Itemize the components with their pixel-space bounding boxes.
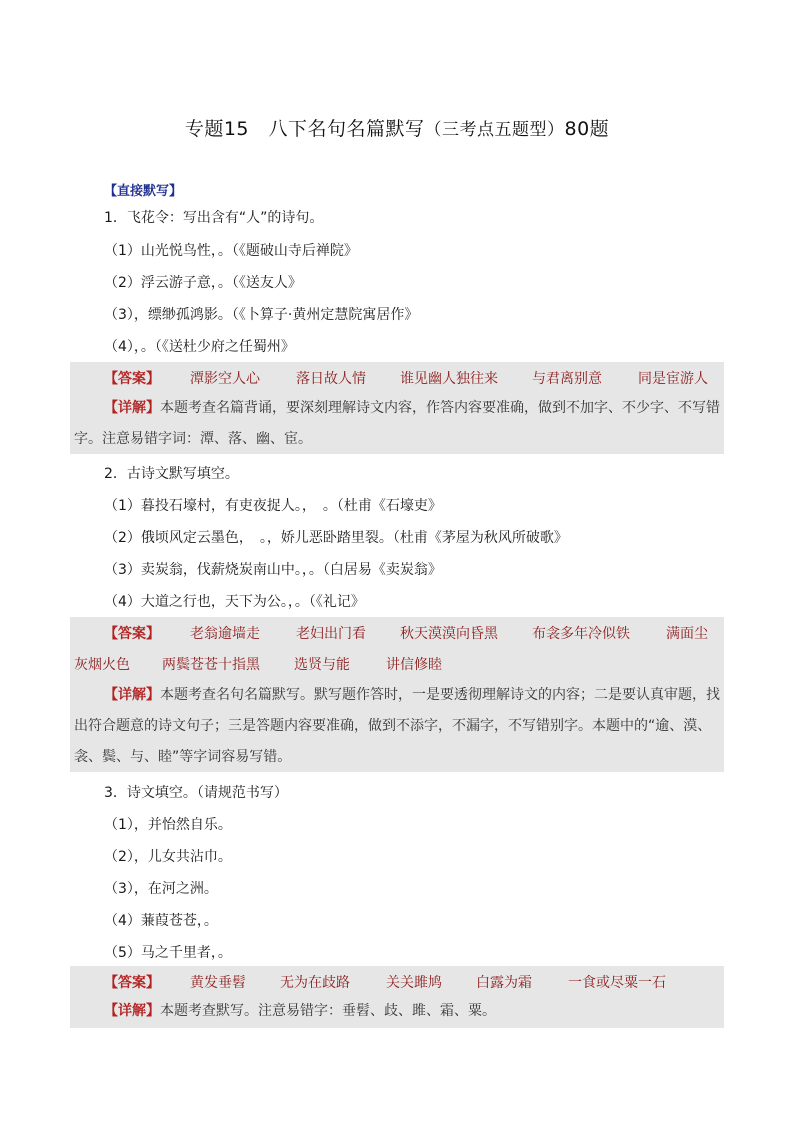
q1-answer-3: 谁见幽人独往来 bbox=[400, 371, 498, 387]
q3-item-2: （2），儿女共沾巾。 bbox=[104, 849, 232, 865]
q2-item-1: （1）暮投石壕村，有吏夜捉人。， 。（杜甫《石壕吏》 bbox=[104, 498, 442, 514]
page-title bbox=[0, 114, 794, 141]
q1-item-2: （2）浮云游子意，。（《送友人》 bbox=[104, 275, 302, 291]
q1-item-1: （1）山光悦鸟性，。（《题破山寺后禅院》 bbox=[104, 243, 358, 259]
title-main: 专题15 八下名句名篇默写 bbox=[184, 118, 425, 140]
q3-stem: 3．诗文填空。（请规范书写） bbox=[104, 785, 288, 801]
q3-answer-row bbox=[104, 972, 666, 992]
q3-answer-2: 无为在歧路 bbox=[280, 975, 350, 991]
q2-answer-row-1 bbox=[104, 623, 708, 643]
answer-tag: 【答案】 bbox=[104, 975, 160, 991]
q3-answer-1: 黄发垂髫 bbox=[190, 975, 246, 991]
q1-detail-text: 本题考查名篇背诵，要深刻理解诗文内容，作答内容要准确，做到不加字、不少字、不写错字。注意易错字词：潭、落、幽、宦。 bbox=[74, 400, 720, 447]
q2-item-3: （3）卖炭翁，伐薪烧炭南山中。，。（白居易《卖炭翁》 bbox=[104, 562, 442, 578]
q3-item-1: （1），并怡然自乐。 bbox=[104, 817, 232, 833]
detail-tag: 【详解】 bbox=[104, 1003, 160, 1019]
q3-answer-4: 白露为霜 bbox=[476, 975, 532, 991]
title-sub: （三考点五题型） bbox=[424, 120, 565, 140]
q3-detail-text: 本题考查默写。注意易错字：垂髫、歧、雎、霜、粟。 bbox=[160, 1003, 496, 1019]
answer-tag: 【答案】 bbox=[104, 371, 160, 387]
q1-item-4: （4），。（《送杜少府之任蜀州》 bbox=[104, 339, 295, 355]
q2-answer-9: 讲信修睦 bbox=[386, 657, 442, 673]
q2-answer-5: 满面尘 bbox=[666, 626, 708, 642]
q1-answer-1: 潭影空人心 bbox=[190, 371, 260, 387]
q2-item-4: （4）大道之行也，天下为公。，。（《礼记》 bbox=[104, 594, 365, 610]
q2-answer-3: 秋天漠漠向昏黑 bbox=[400, 626, 498, 642]
q3-item-4: （4）蒹葭苍苍，。 bbox=[104, 913, 218, 929]
detail-tag: 【详解】 bbox=[104, 400, 160, 416]
q2-answer-8: 选贤与能 bbox=[294, 657, 350, 673]
detail-tag: 【详解】 bbox=[104, 687, 160, 703]
answer-tag: 【答案】 bbox=[104, 626, 160, 642]
q1-answer-2: 落日故人情 bbox=[296, 371, 366, 387]
q3-detail bbox=[74, 996, 720, 1027]
q1-item-3: （3），缥缈孤鸿影。（《卜算子·黄州定慧院寓居作》 bbox=[104, 307, 419, 323]
q1-answer-row bbox=[104, 368, 708, 388]
q2-answer-7: 两鬓苍苍十指黑 bbox=[162, 657, 260, 673]
q1-detail bbox=[74, 393, 720, 455]
q2-answer-4: 布衾多年冷似铁 bbox=[532, 626, 630, 642]
q2-detail bbox=[74, 680, 720, 773]
q2-answer-1: 老翁逾墙走 bbox=[190, 626, 260, 642]
q1-answer-5: 同是宦游人 bbox=[638, 371, 708, 387]
section-heading: 【直接默写】 bbox=[104, 184, 183, 199]
q2-answer-2: 老妇出门看 bbox=[296, 626, 366, 642]
q1-answer-4: 与君离别意 bbox=[532, 371, 602, 387]
q2-detail-text: 本题考查名句名篇默写。默写题作答时，一是要透彻理解诗文的内容；二是要认真审题，找出符合题意的诗文句子；三是答题内容要准确，做到不添字，不漏字，不写错别字。本题中的“逾、漠、衾、鬓、与、睦”等字词容易写错。 bbox=[74, 687, 720, 765]
q3-answer-5: 一食或尽粟一石 bbox=[568, 975, 666, 991]
q2-stem: 2．古诗文默写填空。 bbox=[104, 466, 239, 482]
q1-stem: 1．飞花令：写出含有“人”的诗句。 bbox=[104, 210, 324, 226]
q2-item-2: （2）俄顷风定云墨色， 。，娇儿恶卧踏里裂。（杜甫《茅屋为秋风所破歌》 bbox=[104, 530, 568, 546]
title-end: 80题 bbox=[564, 118, 610, 140]
q3-answer-3: 关关雎鸠 bbox=[386, 975, 442, 991]
q3-item-3: （3），在河之洲。 bbox=[104, 881, 218, 897]
q3-item-5: （5）马之千里者，。 bbox=[104, 945, 232, 961]
q2-answer-6: 灰烟火色 bbox=[74, 657, 130, 673]
